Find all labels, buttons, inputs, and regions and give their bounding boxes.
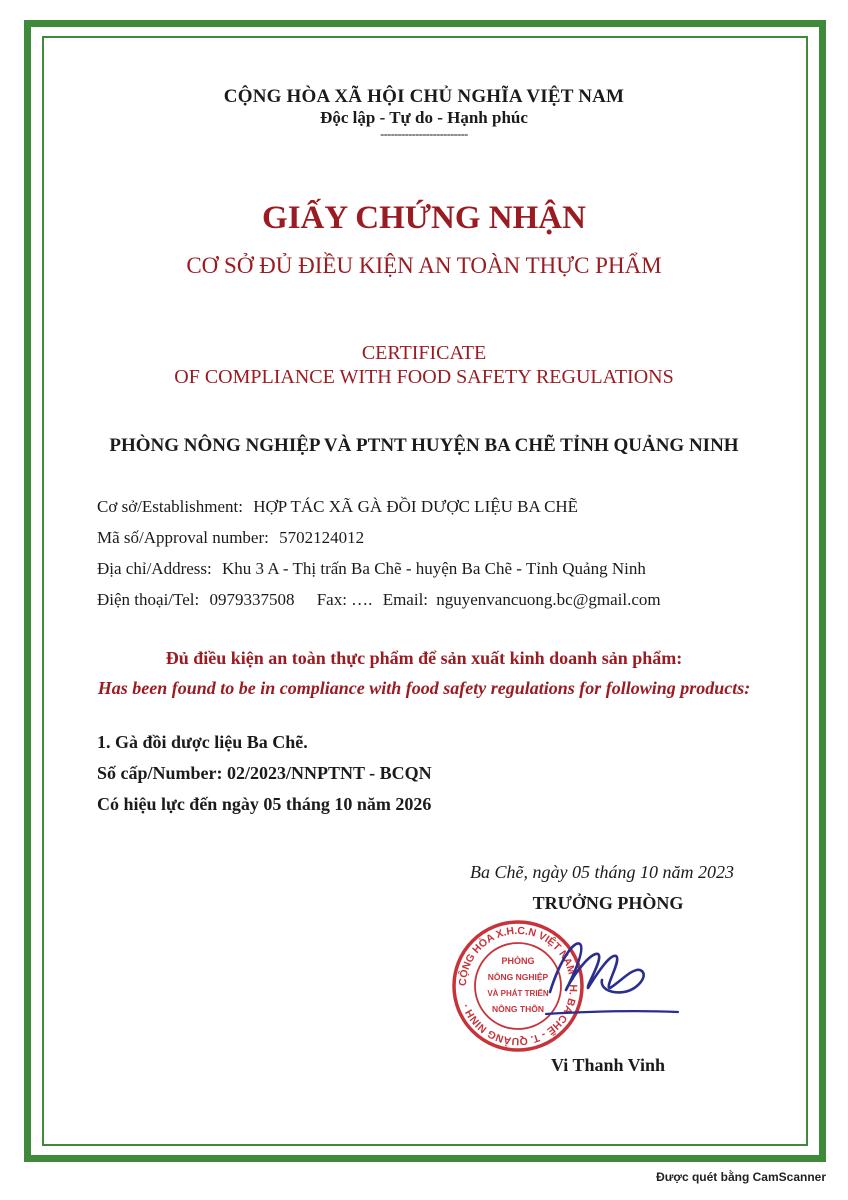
product-item: 1. Gà đồi dược liệu Ba Chẽ.: [97, 732, 308, 752]
contact-row: [97, 590, 661, 610]
approval-value: 5702124012: [279, 528, 365, 547]
signer-position: TRƯỞNG PHÒNG: [532, 893, 684, 913]
issuing-authority: PHÒNG NÔNG NGHIỆP VÀ PTNT HUYỆN BA CHẼ TỈNH QUẢNG NINH: [109, 435, 739, 456]
certificate-title-en: [0, 341, 848, 389]
national-motto: Độc lập - Tự do - Hạnh phúc: [320, 108, 528, 127]
certificate-title-en-line2: OF COMPLIANCE WITH FOOD SAFETY REGULATIONS: [174, 366, 674, 388]
signer-name: Vi Thanh Vinh: [550, 1055, 666, 1075]
certificate-subtitle-vn: CƠ SỞ ĐỦ ĐIỀU KIỆN AN TOÀN THỰC PHẨM: [186, 253, 662, 278]
compliance-statement-en: Has been found to be in compliance with food safety regulations for following products:: [97, 678, 751, 698]
seal-center-line4: NÔNG THÔN: [492, 1004, 544, 1014]
email-label: Email:: [382, 590, 429, 609]
camscanner-watermark: Được quét bằng CamScanner: [656, 1170, 826, 1184]
seal-center-line1: PHÒNG: [501, 956, 535, 966]
establishment-label: Cơ sở/Establishment:: [97, 497, 243, 516]
header-divider: -------------------------: [380, 127, 468, 141]
compliance-statement-vn: Đủ điều kiện an toàn thực phẩm để sản xuất kinh doanh sản phẩm:: [165, 648, 683, 668]
handwritten-signature: [540, 930, 680, 1020]
establishment-row: [97, 497, 578, 517]
address-label: Địa chỉ/Address:: [97, 559, 212, 578]
certificate-number: Số cấp/Number: 02/2023/NNPTNT - BCQN: [97, 763, 432, 783]
email-value: nguyenvancuong.bc@gmail.com: [436, 590, 661, 609]
validity-date: Có hiệu lực đến ngày 05 tháng 10 năm 2026: [97, 794, 432, 814]
national-name: CỘNG HÒA XÃ HỘI CHỦ NGHĨA VIỆT NAM: [223, 86, 625, 107]
establishment-value: HỢP TÁC XÃ GÀ ĐỒI DƯỢC LIỆU BA CHẼ: [253, 497, 579, 516]
fax-label: Fax: ….: [316, 590, 373, 609]
seal-center-line3: VÀ PHÁT TRIỂN: [487, 989, 549, 998]
place-and-date: Ba Chẽ, ngày 05 tháng 10 năm 2023: [470, 862, 734, 882]
seal-center-line2: NÔNG NGHIỆP: [487, 972, 549, 982]
address-value: Khu 3 A - Thị trấn Ba Chẽ - huyện Ba Chẽ - Tỉnh Quảng Ninh: [221, 559, 646, 578]
approval-label: Mã số/Approval number:: [97, 528, 269, 547]
tel-label: Điện thoại/Tel:: [97, 590, 200, 609]
certificate-title-vn: GIẤY CHỨNG NHẬN: [262, 200, 586, 236]
certificate-title-en-line1: CERTIFICATE: [361, 342, 487, 364]
approval-row: [97, 528, 364, 548]
tel-value: 0979337508: [209, 590, 295, 609]
seal-ring-text: CỘNG HÒA X.H.C.N VIỆT NAM · H. BA CHẼ - T. QUẢNG NINH ·: [456, 924, 580, 1048]
address-row: [97, 559, 646, 579]
